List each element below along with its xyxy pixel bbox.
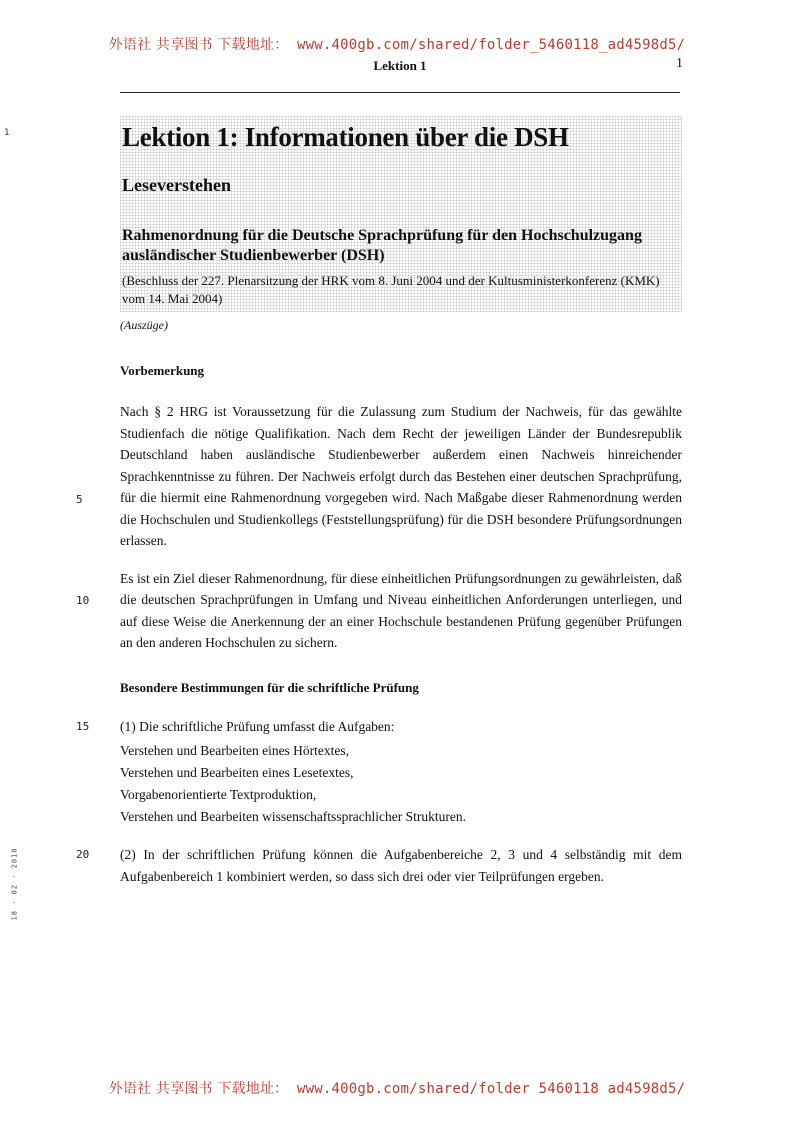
paragraph — [76, 401, 682, 552]
watermark-label: 外语社 共享图书 下载地址： — [108, 37, 289, 53]
line-number: 15 — [76, 719, 90, 733]
section-heading-written-exam: Besondere Bestimmungen für die schriftliche Prüfung — [120, 679, 419, 695]
list-item: Vorgabenorientierte Textproduktion, — [120, 786, 317, 802]
decision-note: (Beschluss der 227. Plenarsitzung der HRK vom 8. Juni 2004 und der Kultusministerkonferenz (KMK) vom 14. Mai 2004) — [122, 273, 660, 306]
exam-list — [76, 716, 682, 828]
paragraph-text: Es ist ein Ziel dieser Rahmenordnung, für diese einheitlichen Prüfungsordnungen zu gewährleisten, daß die deutschen Sprachprüfungen in Umfang und Niveau einheitlichen Anforderungen unterliegen, und auf diese Weise die Anerkennung der an einer Hochschule bestandenen Prüfung gegenüber Prüfungen an den anderen Hochschulen zu sichern. — [120, 570, 682, 650]
side-vertical-stamp: 18 · 02 · 2010 — [10, 847, 19, 921]
side-tick-mark: 1 — [4, 128, 10, 138]
list-item: Verstehen und Bearbeiten eines Hörtextes, — [120, 742, 350, 758]
page-content — [76, 116, 682, 904]
watermark-url[interactable]: www.400gb.com/shared/folder_5460118_ad4598d5/ — [297, 37, 686, 53]
line-number: 10 — [76, 593, 90, 607]
watermark-label: 外语社 共享图书 下载地址： — [108, 1081, 289, 1097]
watermark-bottom — [0, 1078, 794, 1098]
paragraph — [76, 568, 682, 654]
line-number: 20 — [76, 847, 90, 861]
watermark-top — [0, 34, 794, 54]
list-item: Verstehen und Bearbeiten wissenschaftssprachlicher Strukturen. — [120, 808, 467, 824]
watermark-url[interactable]: www.400gb.com/shared/folder 5460118 ad4598d5/ — [297, 1081, 686, 1097]
running-header: Lektion 1 — [373, 58, 427, 73]
list-item: Verstehen und Bearbeiten eines Lesetextes, — [120, 764, 354, 780]
section-title: Leseverstehen — [122, 175, 231, 195]
list-lead: (2) In der schriftlichen Prüfung können die Aufgabenbereiche 2, 3 und 4 selbständig mit dem Aufgabenbereich 1 kombiniert werden, so dass sich drei oder vier Teilprüfungen ergeben. — [120, 846, 682, 884]
header-rule — [120, 92, 680, 93]
title-block — [120, 116, 682, 312]
exam-list-note — [76, 844, 682, 888]
page-number: 1 — [676, 56, 683, 71]
lesson-title: Lektion 1: Informationen über die DSH — [122, 122, 569, 152]
list-lead: (1) Die schriftliche Prüfung umfasst die Aufgaben: — [120, 718, 395, 734]
excerpt-note: (Auszüge) — [120, 318, 168, 332]
paragraph-text: Nach § 2 HRG ist Voraussetzung für die Zulassung zum Studium der Nachweis, für das gewählte Studienfach die nötige Qualifikation. Nach dem Recht der jeweiligen Länder der Bundesrepublik Deutschland haben ausländische Studienbewerber außerdem einen Nachweis hinreichender Sprachkenntnisse zu führen. Der Nachweis erfolgt durch das Bestehen einer deutschen Sprachprüfung, für die hiermit eine Rahmenordnung vorgegeben wird. Nach Maßgabe dieser Rahmenordnung werden die Hochschulen und Studienkollegs (Feststellungsprüfung) für die DSH besondere Prüfungsordnungen erlassen. — [120, 404, 682, 548]
section-heading-preamble: Vorbemerkung — [120, 363, 205, 378]
framework-title: Rahmenordnung für die Deutsche Sprachprüfung für den Hochschulzugang ausländischer Studienbewerber (DSH) — [122, 227, 642, 264]
line-number: 5 — [76, 493, 83, 506]
